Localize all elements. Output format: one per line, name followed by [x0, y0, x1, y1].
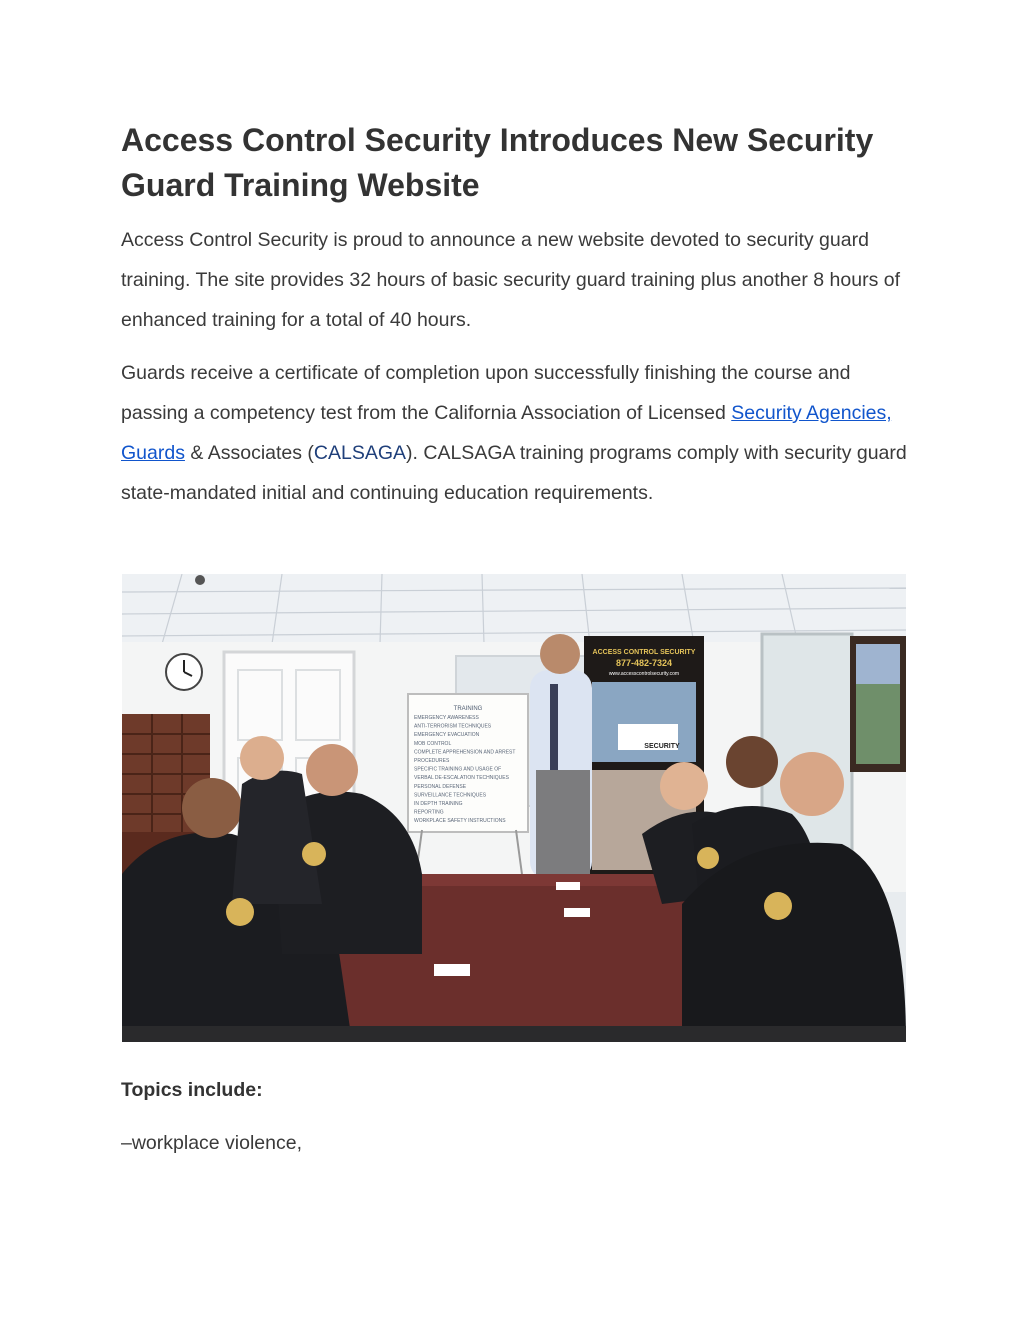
certificate-paragraph: [121, 353, 911, 513]
flipchart-line: EMERGENCY EVACUATION: [414, 732, 480, 739]
training-classroom-photo: [122, 574, 906, 1042]
flipchart-line: COMPLETE APPREHENSION AND ARREST: [414, 749, 516, 756]
flipchart-line: IN DEPTH TRAINING: [414, 801, 463, 807]
poster-brand: ACCESS CONTROL SECURITY: [592, 649, 696, 656]
security-camera-icon: [195, 575, 205, 585]
flipchart-line: PROCEDURES: [414, 758, 450, 764]
flipchart-line: PERSONAL DEFENSE: [414, 783, 467, 790]
flipchart-line: ANTI-TERRORISM TECHNIQUES: [414, 723, 492, 730]
flipchart-line: WORKPLACE SAFETY INSTRUCTIONS: [414, 818, 506, 825]
paragraph-text-end: ). CALSAGA training programs comply with security guard state-mandated initial and continuing education requirements.: [121, 442, 907, 504]
poster-badge: SECURITY: [644, 743, 680, 750]
flipchart-line: MOB CONTROL: [414, 740, 452, 747]
poster-site: www.accesscontrolsecurity.com: [608, 671, 680, 677]
flipchart-line: SURVEILLANCE TECHNIQUES: [414, 792, 487, 799]
article-title: Access Control Security Introduces New Security Guard Training Website: [121, 122, 874, 203]
security-agencies-guards-link[interactable]: Security Agencies, Guards: [121, 402, 892, 464]
flipchart-line: VERBAL DE-ESCALATION TECHNIQUES: [414, 775, 509, 782]
flipchart-heading: TRAINING: [453, 706, 483, 712]
poster-phone: 877-482-7324: [615, 658, 673, 668]
paragraph-text-after-link: & Associates (: [184, 442, 314, 464]
flipchart-line: REPORTING: [414, 809, 444, 816]
paragraph-text-before-link: Guards receive a certificate of completion upon successfully finishing the course and passing a competency test from the California Association of Licensed: [121, 362, 851, 424]
flipchart-line: SPECIFIC TRAINING AND USAGE OF: [414, 766, 502, 773]
topics-heading: Topics include:: [121, 1079, 263, 1101]
flipchart-line: EMERGENCY AWARENESS: [414, 715, 479, 721]
intro-paragraph: Access Control Security is proud to announce a new website devoted to security guard training. The site provides 32 hours of basic security guard training plus another 8 hours of enhanced training for a total of 40 hours.: [121, 229, 901, 331]
topic-item-workplace-violence: –workplace violence,: [121, 1132, 303, 1154]
calsaga-abbreviation: CALSAGA: [313, 442, 407, 464]
